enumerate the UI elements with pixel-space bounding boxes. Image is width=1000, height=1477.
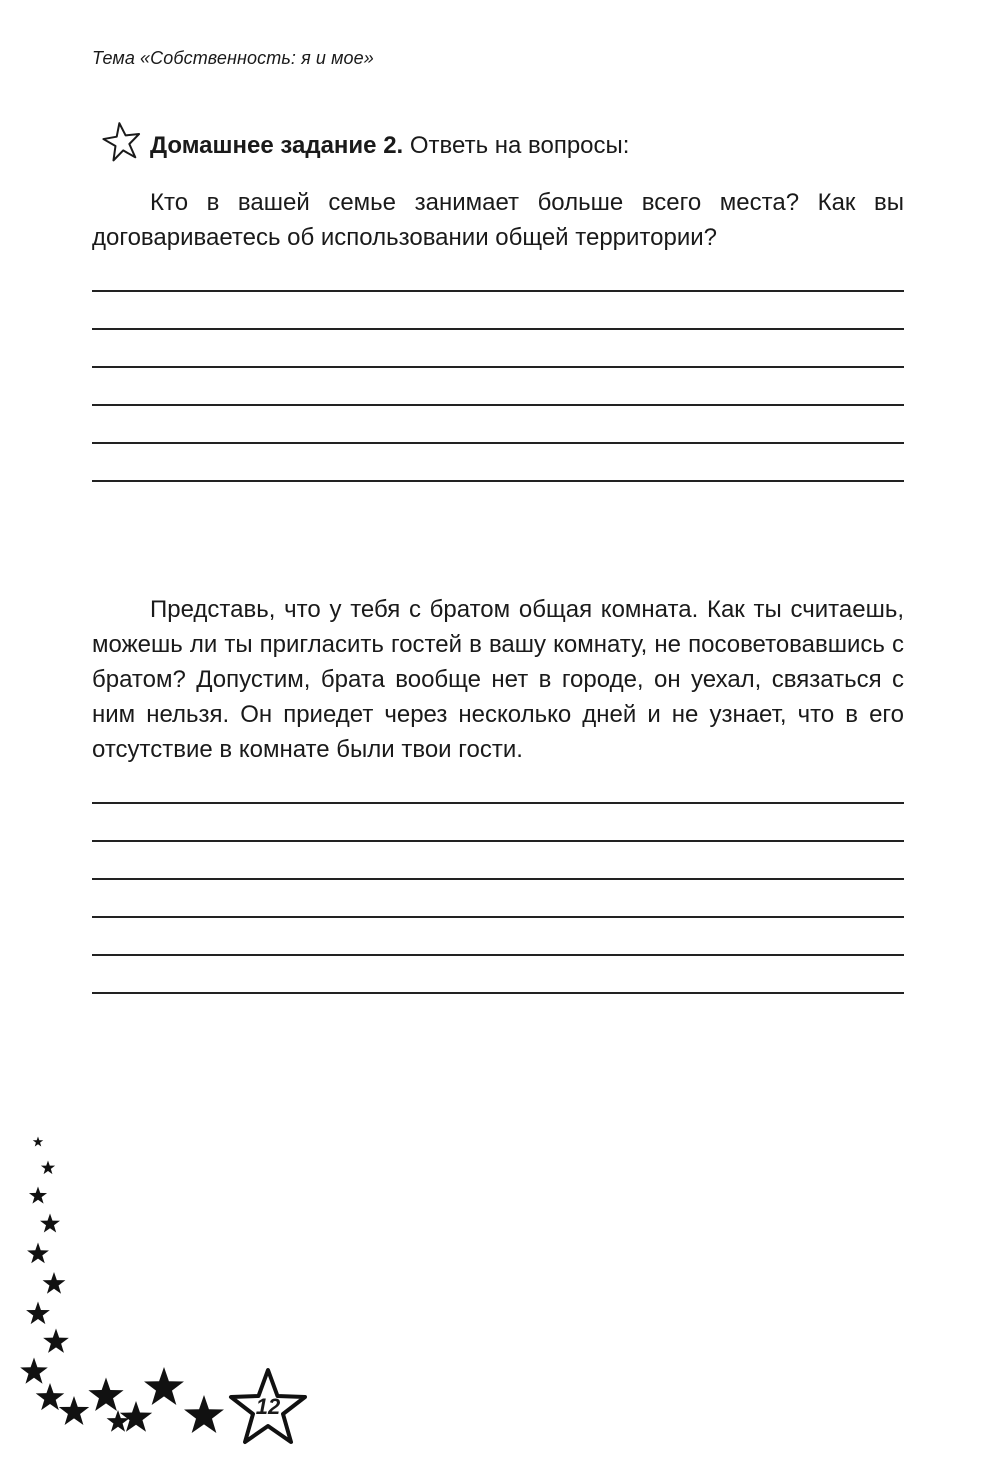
question-2 [92,592,904,767]
running-header: Тема «Собственность: я и мое» [92,48,374,68]
answer-lines-1 [92,290,904,482]
answer-line[interactable] [92,366,904,368]
outline-star-icon [100,120,144,164]
page-number-badge [226,1366,310,1450]
answer-line[interactable] [92,878,904,880]
answer-line[interactable] [92,404,904,406]
answer-line[interactable] [92,328,904,330]
question-1-text: Кто в вашей семье занимает больше всего места? Как вы договариваетесь об использовании общей территории? [92,189,904,251]
answer-lines-2 [92,802,904,994]
question-2-text: Представь, что у тебя с братом общая комната. Как ты считаешь, можешь ли ты пригласить гостей в вашу комнату, не посоветовавшись с братом? Допустим, брата вообще нет в городе, он уехал, связаться с ним нельзя. Он приедет через несколько дней и не узнает, что в его отсутствие в комнате были твои гости. [92,596,904,763]
answer-line[interactable] [92,480,904,482]
task-title-rest: Ответь на вопросы: [403,132,630,159]
task-heading [100,128,629,164]
question-1 [92,185,904,255]
task-title-bold: Домашнее задание 2. [150,132,404,159]
answer-line[interactable] [92,840,904,842]
answer-line[interactable] [92,954,904,956]
answer-line[interactable] [92,442,904,444]
answer-line[interactable] [92,992,904,994]
answer-line[interactable] [92,290,904,292]
answer-line[interactable] [92,802,904,804]
answer-line[interactable] [92,916,904,918]
page-number: 12 [255,1394,281,1419]
